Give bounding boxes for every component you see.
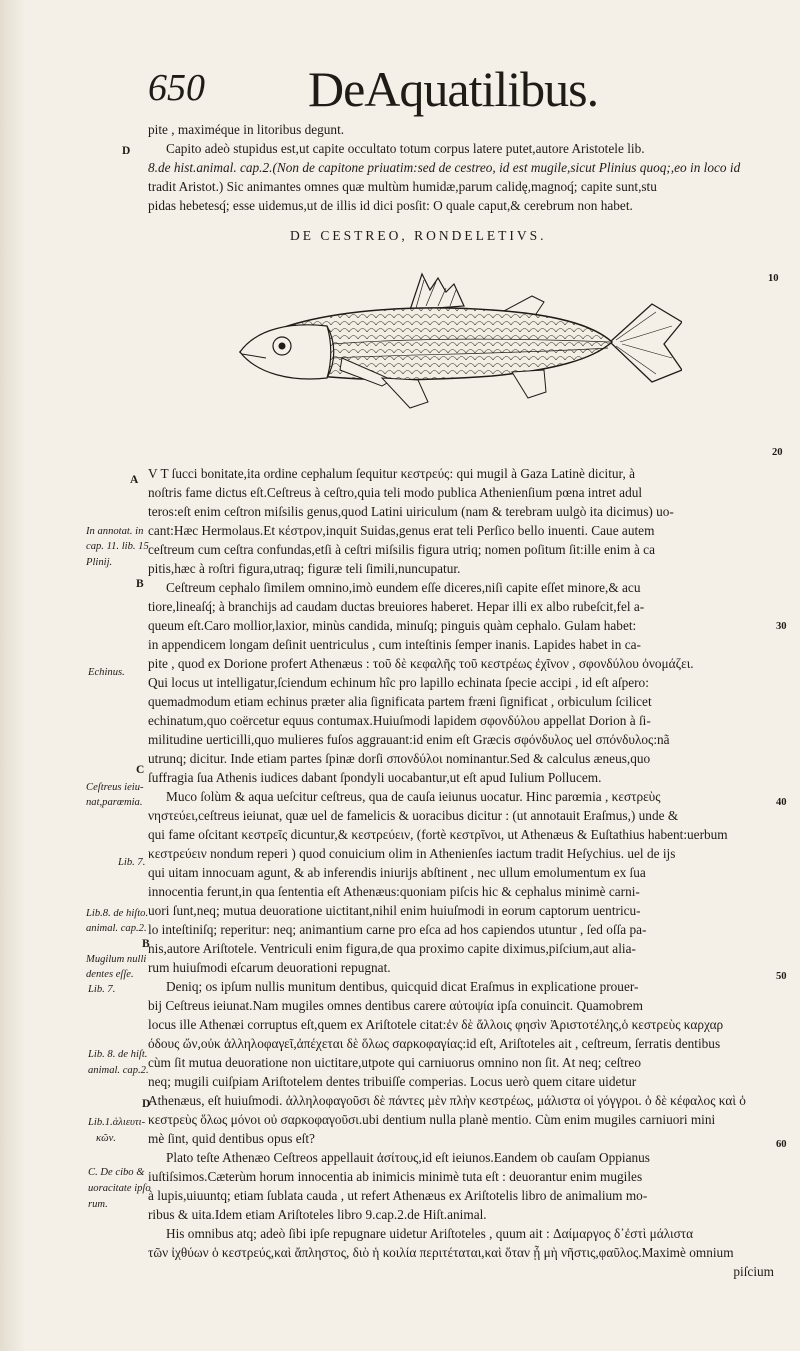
text-line: bij Ceſtreus ieiunat.Nam mugiles omnes dentibus carere αὐτοψία ipſa conuincit. Quamobrem — [148, 998, 643, 1013]
text-line: rum huiuſmodi eſcarum deuorationi repugnat. — [148, 960, 391, 975]
text-line: pite , quod ex Dorione profert Athenæus : τοῦ δὲ κεφαλῆς τοῦ κεστρέως ἐχῖνον , σφονδύλου ὀνομάζει. — [148, 656, 694, 671]
margin-note: uoracitate ipſo — [88, 1183, 151, 1194]
margin-note: animal. cap.2. — [86, 923, 147, 934]
text-line: cùm ſit mutua deuoratione non uictitare,utpote qui carniuorus omnino non ſit. At neq; ceſtreo — [148, 1055, 641, 1070]
text-line: νηστεύει,ceſtreus ieiunat, quæ uel de famelicis & uoracibus dicitur : (ut annotauit Eraſmus,) unde & — [148, 808, 679, 823]
margin-note: Lib.8. de hiſto. — [86, 908, 149, 919]
margin-note: C. De cibo & — [88, 1167, 145, 1178]
margin-note: cap. 11. lib. 15. — [86, 541, 152, 552]
text-line: innocentia ferunt,in qua ſententia eſt Athenæus:quoniam piſcis hic & cephalus minimè carni- — [148, 884, 640, 899]
text-line: locus ille Athenæi corruptus eſt,quem ex Ariſtotele citat:ἐν δὲ ἄλλοις φησὶν Ἀριστοτέλης,ὁ κεστρεὺς καρχαρ — [148, 1017, 724, 1032]
text-line: Deniq; os ipſum nullis munitum dentibus, quicquid dicat Eraſmus in explicatione prouer- — [166, 979, 639, 994]
line-number: 10 — [768, 273, 779, 284]
margin-note: Plinij. — [86, 557, 113, 568]
text-line: iuſtiſsimos.Cæterùm horum innocentia ab inimicis minimè tuta eſt : deuorantur enim mugiles — [148, 1169, 643, 1184]
text-line: queum eſt.Caro mollior,laxior, minùs candida, minuſq; pinguis quàm cephalo. Gulam habet: — [148, 618, 637, 633]
text-line: teros:eſt enim ceſtron miſsilis genus,quod Latini uiriculum (nam & terebram uulgò ita dicimus) uo- — [148, 504, 674, 519]
text-line: pidas hebetesq́; esse uidemus,ut de illis id dici posſit: O quale caput,& cerebrum non habet. — [148, 198, 633, 213]
text-line: κεστρεὺς ὅλως μόνοι οὐ σαρκοφαγοῦσι.ubi dentium nulla planè mentio. Cùm enim mugiles carniuori mini — [148, 1112, 716, 1127]
margin-note: Mugilum nulli — [86, 954, 147, 965]
section-heading: DE CESTREO, RONDELETIVS. — [290, 228, 547, 243]
line-number: 40 — [776, 797, 787, 808]
text-line: nis,autore Ariſtotele. Ventriculi enim figura,de qua proximo capite diximus,piſcium,aut alia- — [148, 941, 636, 956]
margin-note: animal. cap.2. — [88, 1065, 149, 1076]
margin-note: In annotat. in — [86, 526, 144, 537]
text-line: tiore,lineaſq́; à branchijs ad caudam ductas breuiores haberet. Hepar illi ex albo rubeſcit,fel a- — [148, 599, 645, 614]
text-line: piſcium — [733, 1264, 774, 1279]
text-line: qui fame oſcitant κεστρεῖς dicuntur,& κεστρεύειν, (fortè κεστρῖνοι, ut Athenæus & Euſtathius habent:uerbum — [148, 827, 728, 842]
text-line: pite , maximéque in litoribus degunt. — [148, 122, 345, 137]
text-line-content: V T ſucci bonitate,ita ordine cephalum ſequitur κεστρεύς: qui mugil à Gaza Latinè dicitur, à — [148, 466, 635, 481]
text-line: mè ſint, quid dentibus opus eſt? — [148, 1131, 315, 1146]
text-line: κεστρεύειν nondum reperi ) quod conuicium olim in Athenienſes iactum tradit Heſychius. uel de ijs — [148, 846, 676, 861]
text-line: όδους ὤν,οὐκ ἀλληλοφαγεῖ,ἀπέχεται δὲ ὅλως σαρκοφαγίας:id eſt, Ariſtoteles ait , ceſtreum, ſerratis dentibus — [148, 1036, 721, 1051]
margin-section-letter: D — [122, 145, 131, 157]
text-line: uori ſunt,neq; mutua deuoratione uictitant,nihil enim huiuſmodi in eorum captorum uentricu- — [148, 903, 641, 918]
text-line: ceſtreum cum ceſtra confundas,etſi à ceſtri miſsilis figura utriq; nomen poſitum ſit:ille enim à ca — [148, 542, 655, 557]
text-line: Muco ſolùm & aqua ueſcitur ceſtreus, qua de cauſa ieiunus uocatur. Hinc parœmia , κεστρεὺς — [166, 789, 661, 804]
margin-note: Lib. 7. — [88, 984, 116, 995]
text-line: in appendicem longam deſinit uentriculus , cum inteſtinis ſemper inanis. Lapides habet in ca- — [148, 637, 641, 652]
line-number: 60 — [776, 1139, 787, 1150]
text-line: Capito adeò stupidus est,ut capite occultato totum corpus latere putet,autore Aristotele lib. — [166, 141, 645, 156]
text-line: Ceſtreum cephalo ſimilem omnino,imò eundem eſſe diceres,niſi capite eſſet minore,& acu — [166, 580, 641, 595]
main-text — [148, 462, 774, 1281]
text-line: à lupis,uiuuntq; etiam ſublata cauda , ut refert Athenæus ex Ariſtotelis libro de animalium mo- — [148, 1188, 648, 1203]
text-line: Qui locus ut intelligatur,ſciendum echinum hîc pro lapillo echinata ſpecie accipi , id eſt aſpero: — [148, 675, 649, 690]
text-line: ribus & uita.Idem etiam Ariſtoteles libro 9.cap.2.de Hiſt.animal. — [148, 1207, 487, 1222]
running-title: DeAquatilibus. — [308, 61, 599, 117]
text-line: utrunq; dicitur. Inde etiam partes ſpinæ dorſi σπονδύλοι nominantur.Sed & calculus æneus,quo — [148, 751, 651, 766]
margin-note: Lib.1.ἁλιευτι- — [88, 1117, 146, 1128]
text-line: neq; mugili cuiſpiam Ariſtotelem dentes tribuiſſe comperias. Locus uerò quem citare uidetur — [148, 1074, 637, 1089]
text-line: lo inteſtiniſq; reperitur: neq; animantium carne pro eſca ad hos capiendos utuntur , ſed oſſa pa- — [148, 922, 647, 937]
margin-section-letter: A — [130, 474, 139, 486]
margin-section-letter: D — [142, 1098, 151, 1110]
margin-note: Echinus. — [88, 667, 125, 678]
margin-note: Lib. 8. de hiſt. — [88, 1049, 148, 1060]
text-line: quemadmodum etiam echinus præter alia ſignificata partem fræni ſignificat , orbiculum ſcilicet — [148, 694, 652, 709]
margin-note: κῶν. — [96, 1133, 116, 1144]
margin-note: Lib. 7. — [118, 857, 146, 868]
line-number: 50 — [776, 971, 787, 982]
margin-note: dentes eſſe. — [86, 969, 134, 980]
margin-section-letter: B — [142, 938, 150, 950]
text-line: tradit Aristot.) Sic animantes omnes quæ multùm humidæ,parum calidę,magnoq́; capite sunt,stu — [148, 179, 657, 194]
text-line: τῶν ἰχθύων ὁ κεστρεύς,καὶ ἄπληστος, διὸ ἡ κοιλία περιτέταται,καὶ ὅταν ᾖ μὴ νῆστις,φαῦλος.Maximè omnium — [148, 1245, 734, 1260]
margin-note: Ceſtreus ieiu- — [86, 782, 144, 793]
text-line: 8.de hist.animal. cap.2.(Non de capitone priuatim:sed de cestreo, id est mugile,sicut Plinius quoq;,eo in loco id — [148, 160, 741, 175]
text-line: ſuffragia ſua Athenis iudices dabant ſpondyli uocabantur,ut eſt apud Iulium Pollucem. — [148, 770, 602, 785]
margin-section-letter: B — [136, 578, 144, 590]
margin-note: rum. — [88, 1199, 108, 1210]
page-header — [148, 60, 708, 116]
page-gutter-shadow — [0, 0, 26, 1351]
text-line: Plato teſte Athenæo Ceſtreos appellauit ἀσίτους,id eſt ieiunos.Eandem ob cauſam Oppianus — [166, 1150, 650, 1165]
page-number: 650 — [148, 67, 205, 109]
margin-note: nat,parœmia. — [86, 797, 143, 808]
text-line: cant:Hæc Hermolaus.Et κέστρον,inquit Suidas,genus erat teli Perſico bello inuenti. Caue autem — [148, 523, 655, 538]
text-line: Athenæus, eſt huiuſmodi. ἀλληλοφαγοῦσι δὲ πάντες μὲν πλὴν κεστρέως, μάλιστα οἱ γόγγροι. ὁ δὲ κέφαλος καὶ ὁ — [148, 1093, 746, 1108]
line-number: 30 — [776, 621, 787, 632]
text-line: echinatum,quo coërcetur equus contumax.Huiuſmodi lapidem σφονδύλου appellat Dorion à ſi- — [148, 713, 651, 728]
text-line: pitis,hæc à roſtri figura,utraq; figuræ teli ſimili,nuncupatur. — [148, 561, 461, 576]
text-line: militudine uerticilli,quo mulieres fuſos aggrauant:id enim eſt Græcis σφόνδυλος uel σπόνδυλος:nã — [148, 732, 670, 747]
text-line — [148, 462, 774, 483]
margin-section-letter: C — [136, 764, 145, 776]
mullet-woodcut-illustration — [232, 262, 682, 422]
text-line: qui uitam innocuam agunt, & ab inferendis iniurijs abſtinent , nec ullum emolumentum ex ſua — [148, 865, 646, 880]
text-line: noſtris fame dictus eſt.Ceſtreus à ceſtro,quia teli modo publica Athenienſium pœna intret adul — [148, 485, 643, 500]
text-line: His omnibus atq; adeò ſibi ipſe repugnare uidetur Ariſtoteles , quum ait : Δαίμαργος δ᾽ἐστὶ μάλιστα — [166, 1226, 694, 1241]
line-number: 20 — [772, 447, 783, 458]
intro-paragraph — [148, 120, 774, 215]
